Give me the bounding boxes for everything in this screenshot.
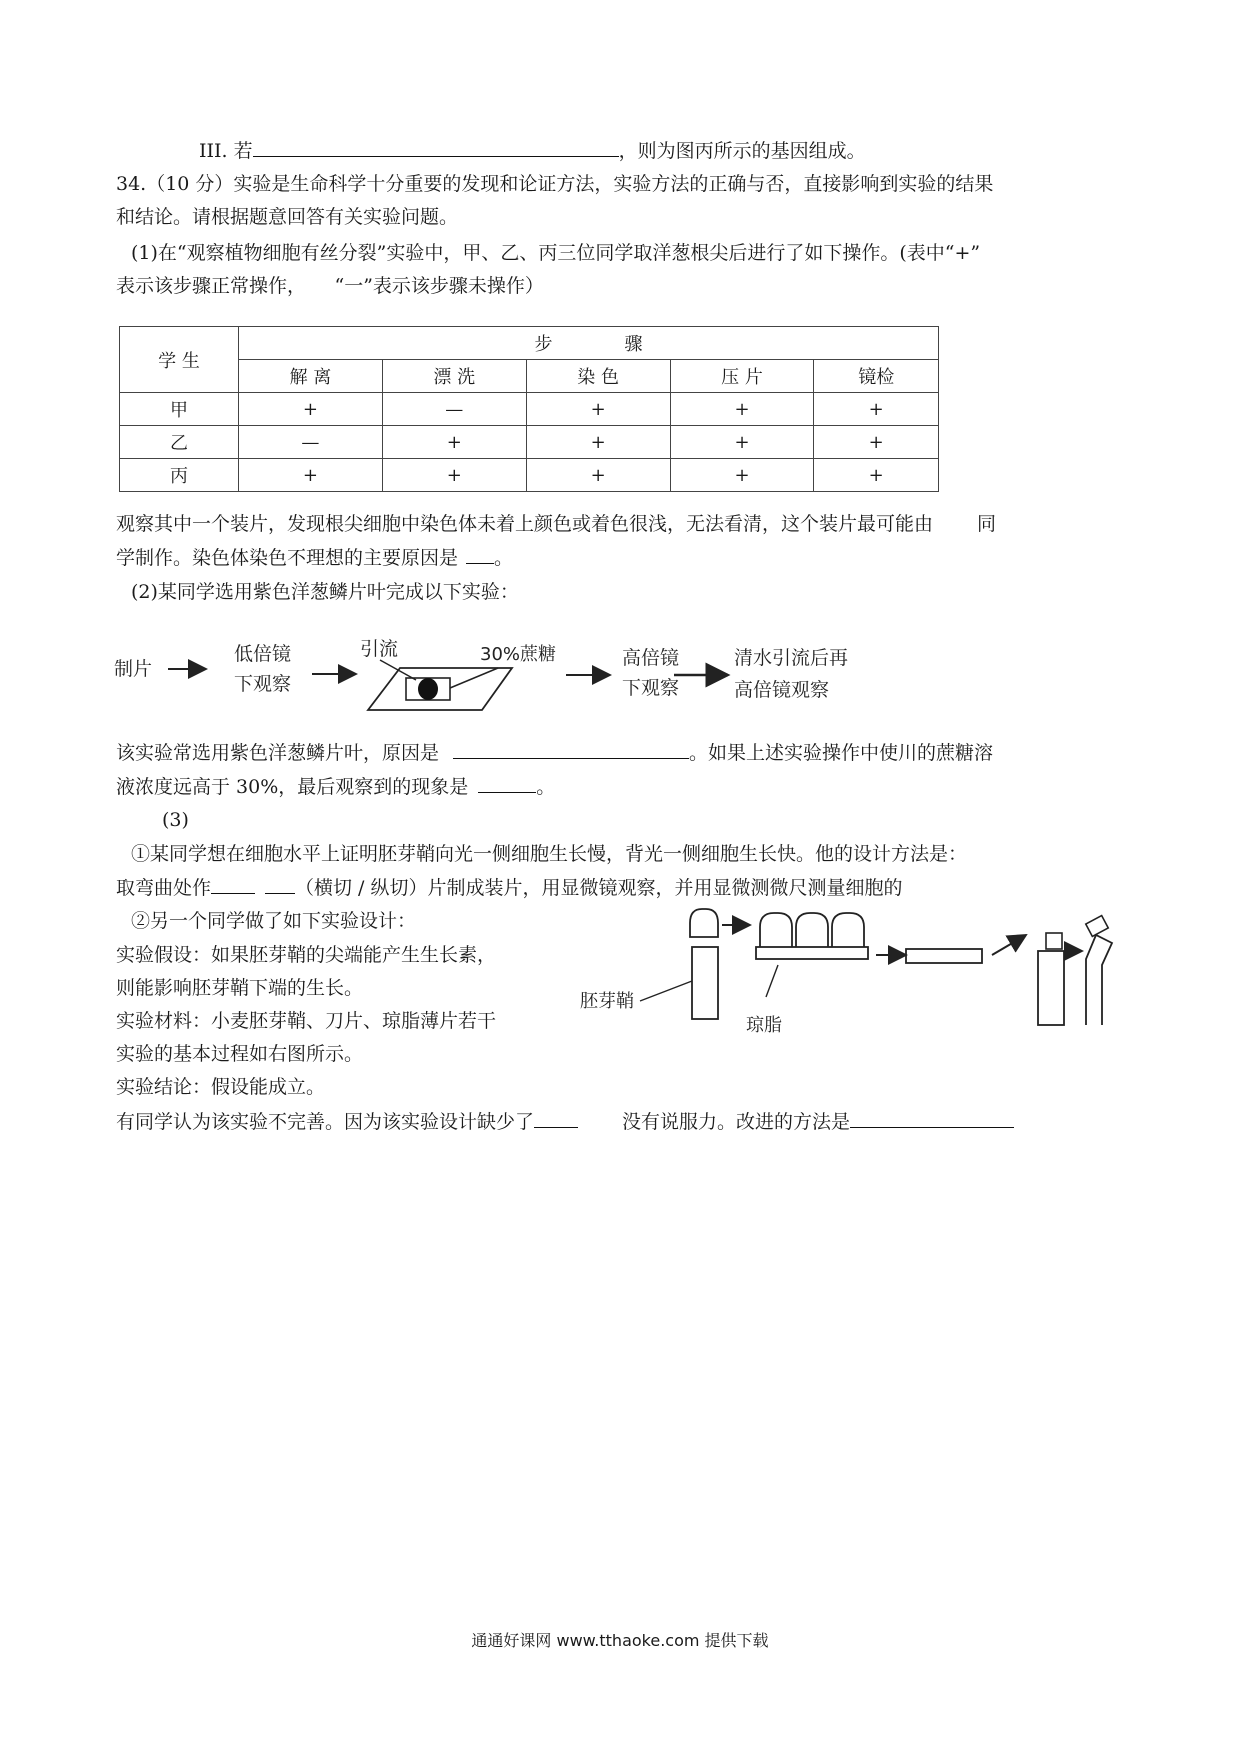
steps-header: 步 骤 bbox=[239, 327, 939, 360]
pointer-line-icon bbox=[450, 668, 498, 688]
column-header: 解 离 bbox=[239, 360, 383, 393]
slide-icon bbox=[368, 668, 512, 710]
table-row bbox=[120, 459, 939, 492]
column-header: 镜检 bbox=[814, 360, 939, 393]
part3-item1-text: 取弯曲处作 bbox=[116, 877, 212, 899]
table-subheader-row bbox=[120, 360, 939, 393]
bent-coleoptile-icon bbox=[1086, 935, 1112, 1025]
agar-block-icon bbox=[756, 947, 868, 959]
after-table-text-end: 。 bbox=[494, 547, 514, 569]
flow-step-high-mag: 高倍镜 bbox=[622, 647, 680, 669]
table-cell: + bbox=[526, 426, 670, 459]
materials-line: 实验材料：小麦胚芽鞘、刀片、琼脂薄片若干 bbox=[116, 1010, 497, 1032]
arrow-icon bbox=[992, 935, 1026, 955]
table-cell: + bbox=[814, 426, 939, 459]
table-cell: + bbox=[239, 459, 383, 492]
student-header: 学 生 bbox=[120, 327, 239, 393]
q33-prefix: III. 若 bbox=[199, 140, 253, 162]
table-cell: + bbox=[670, 393, 814, 426]
page-footer: 通通好课网 www.tthaoke.com 提供下载 bbox=[471, 1631, 769, 1650]
student-cell: 甲 bbox=[120, 393, 239, 426]
part1-line1: (1)在“观察植物细胞有丝分裂”实验中，甲、乙、丙三位同学取洋葱根尖后进行了如下操作。(表中“+” bbox=[131, 242, 981, 264]
flow-label-draw: 引流 bbox=[360, 638, 399, 660]
coleoptile-label: 胚芽鞘 bbox=[580, 991, 634, 1012]
table-cell: + bbox=[526, 459, 670, 492]
part3-item1-line1: ①某同学想在细胞水平上证明胚芽鞘向光一侧细胞生长慢，背光一侧细胞生长快。他的设计方法是： bbox=[131, 843, 968, 865]
q33-suffix: ，则为图丙所示的基因组成。 bbox=[618, 140, 866, 162]
agar-piece-icon bbox=[1086, 916, 1108, 937]
part2-question-text-end: 。如果上述实验操作中使川的蔗糖溶 bbox=[689, 742, 994, 764]
after-table-line1 bbox=[116, 510, 996, 538]
part2-question-text: 液浓度远高于 30%，最后观察到的现象是 bbox=[116, 776, 469, 798]
table-row bbox=[120, 393, 939, 426]
final-question-line bbox=[116, 1107, 1014, 1136]
agar-label: 琼脂 bbox=[746, 1015, 782, 1036]
pointer-line-icon bbox=[380, 660, 416, 680]
column-header: 漂 洗 bbox=[382, 360, 526, 393]
plasmolysis-flow-diagram bbox=[110, 630, 990, 730]
answer-blank[interactable] bbox=[466, 543, 494, 564]
hypothesis-line2: 则能影响胚芽鞘下端的生长。 bbox=[116, 977, 364, 999]
answer-blank[interactable] bbox=[534, 1107, 578, 1128]
table-cell: + bbox=[382, 459, 526, 492]
column-header: 染 色 bbox=[526, 360, 670, 393]
answer-blank[interactable] bbox=[453, 738, 689, 759]
part2-line1: (2)某同学选用紫色洋葱鳞片叶完成以下实验： bbox=[131, 581, 519, 603]
coleoptile-tip-icon bbox=[796, 913, 828, 947]
part3-item2: ②另一个同学做了如下实验设计： bbox=[131, 910, 417, 932]
flow-step-low-mag: 低倍镜 bbox=[234, 643, 292, 665]
q33-line3 bbox=[199, 136, 866, 165]
flow-step-low-mag-2: 下观察 bbox=[234, 673, 292, 695]
agar-piece-icon bbox=[1046, 933, 1062, 949]
part1-line2: 表示该步骤正常操作， “一”表示该步骤未操作） bbox=[116, 275, 544, 297]
flow-step-rinse: 清水引流后再 bbox=[734, 647, 849, 669]
pointer-line-icon bbox=[640, 981, 692, 1001]
table-cell: + bbox=[814, 459, 939, 492]
process-line: 实验的基本过程如右图所示。 bbox=[116, 1043, 364, 1065]
after-table-text: 学制作。染色体染色不理想的主要原因是 bbox=[116, 547, 459, 569]
part2-question-line2 bbox=[116, 772, 555, 801]
hypothesis-line1: 实验假设：如果胚芽鞘的尖端能产生生长素， bbox=[116, 944, 497, 966]
after-table-text-end: 同 bbox=[977, 513, 997, 535]
conclusion-line: 实验结论：假设能成立。 bbox=[116, 1076, 326, 1098]
part3-item1-line2 bbox=[116, 873, 903, 902]
table-cell: + bbox=[814, 393, 939, 426]
answer-blank[interactable] bbox=[850, 1107, 1014, 1128]
decapitated-coleoptile-icon bbox=[1038, 951, 1064, 1025]
part3-label: (3) bbox=[162, 809, 189, 831]
answer-blank[interactable] bbox=[478, 772, 536, 793]
coleoptile-tip-icon bbox=[832, 913, 864, 947]
part2-question-text-end: 。 bbox=[536, 776, 556, 798]
q34-intro-line2: 和结论。请根据题意回答有关实验问题。 bbox=[116, 206, 459, 228]
table-cell: — bbox=[239, 426, 383, 459]
coleoptile-experiment-diagram bbox=[580, 905, 1160, 1055]
table-cell: + bbox=[239, 393, 383, 426]
flow-step-high-mag-2: 下观察 bbox=[622, 677, 680, 699]
student-cell: 乙 bbox=[120, 426, 239, 459]
table-cell: — bbox=[382, 393, 526, 426]
table-cell: + bbox=[382, 426, 526, 459]
final-question-text: 有同学认为该实验不完善。因为该实验设计缺少了 bbox=[116, 1111, 535, 1133]
coleoptile-tip-icon bbox=[760, 913, 792, 947]
steps-table bbox=[119, 326, 939, 492]
agar-sheet-icon bbox=[906, 949, 982, 963]
answer-blank[interactable] bbox=[265, 873, 295, 894]
table-cell: + bbox=[670, 426, 814, 459]
table-cell: + bbox=[526, 393, 670, 426]
coleoptile-icon bbox=[692, 947, 718, 1019]
flow-step-rinse-2: 高倍镜观察 bbox=[734, 679, 830, 701]
after-table-line2 bbox=[116, 543, 513, 572]
specimen-icon bbox=[418, 678, 438, 700]
after-table-text: 观察其中一个装片，发现根尖细胞中染色体未着上颜色或着色很浅，无法看清，这个装片最可能由 bbox=[116, 513, 934, 535]
part2-question-line1 bbox=[116, 738, 993, 767]
column-header: 压 片 bbox=[670, 360, 814, 393]
answer-blank[interactable] bbox=[933, 510, 977, 530]
final-question-text-2: 没有说服力。改进的方法是 bbox=[622, 1111, 851, 1133]
coleoptile-tip-icon bbox=[690, 909, 718, 937]
pointer-line-icon bbox=[766, 965, 778, 997]
part2-question-text: 该实验常选用紫色洋葱鳞片叶，原因是 bbox=[116, 742, 440, 764]
part3-item1-text-end: （横切 / 纵切）片制成装片，用显微镜观察，并用显微测微尺测量细胞的 bbox=[295, 877, 903, 899]
answer-blank[interactable] bbox=[211, 873, 255, 894]
answer-blank[interactable] bbox=[253, 136, 619, 157]
table-header-row bbox=[120, 327, 939, 360]
student-cell: 丙 bbox=[120, 459, 239, 492]
table-cell: + bbox=[670, 459, 814, 492]
flow-step-prep: 制片 bbox=[114, 658, 153, 680]
q34-intro-line1: 34.（10 分）实验是生命科学十分重要的发现和论证方法，实验方法的正确与否，直接影响到实验的结果 bbox=[116, 173, 994, 195]
table-row bbox=[120, 426, 939, 459]
flow-label-sucrose: 30%蔗糖 bbox=[480, 644, 557, 665]
